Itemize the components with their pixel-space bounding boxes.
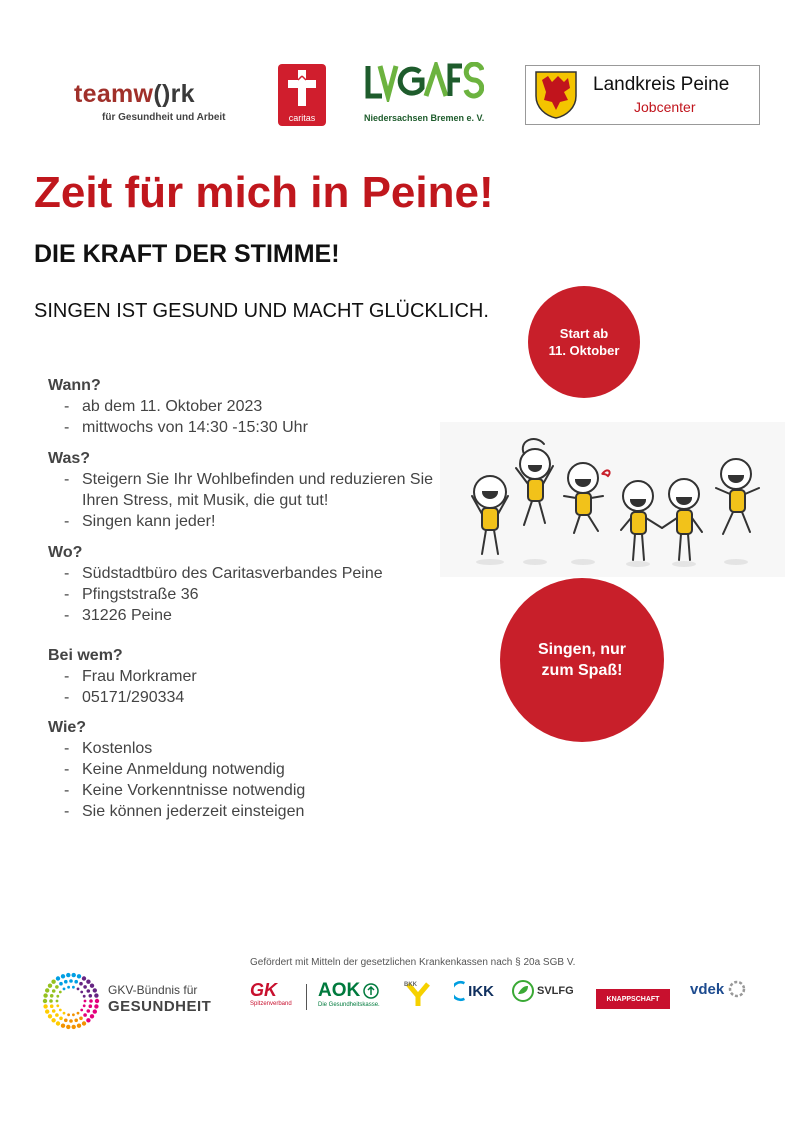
gkv-dot xyxy=(77,974,81,978)
gkv-dot xyxy=(90,1014,94,1018)
ikk-swoosh-icon xyxy=(454,980,466,1002)
gkv-dot xyxy=(55,985,59,989)
gkv-dot xyxy=(48,984,52,988)
lvgafs-subtitle: Niedersachsen Bremen e. V. xyxy=(364,113,485,123)
gkv-dot xyxy=(87,989,91,993)
landkreis-title: Landkreis Peine xyxy=(593,74,730,95)
aok-tree-icon xyxy=(363,983,379,999)
caritas-logo xyxy=(278,64,326,126)
gkv-dot xyxy=(45,988,49,992)
bkk-label: BKK xyxy=(404,982,417,988)
list-item: - Sie können jederzeit einsteigen xyxy=(48,801,438,822)
gkv-dot xyxy=(49,999,53,1003)
ikk-wordmark: IKK xyxy=(468,982,494,1000)
lvgafs-wordmark-icon xyxy=(364,62,484,102)
teamwork-subtitle: für Gesundheit und Arbeit xyxy=(102,112,226,123)
gkv-dot xyxy=(67,1013,70,1016)
gkv-dot xyxy=(82,976,86,980)
list-item: - Südstadtbüro des Caritasverbandes Peine xyxy=(48,563,438,584)
section-heading: Wann? xyxy=(48,377,101,394)
gkv-dot xyxy=(43,993,47,997)
gkv-dot xyxy=(51,980,55,984)
gkv-dot xyxy=(94,1004,98,1008)
gkv-dot xyxy=(66,1025,70,1029)
gkv-dot xyxy=(79,982,83,986)
section-list xyxy=(48,563,438,626)
gkv-dot xyxy=(74,980,78,984)
sponsor-divider xyxy=(306,984,307,1010)
gkv-dot xyxy=(61,1024,65,1028)
gkv-dot xyxy=(43,1004,47,1008)
section-was xyxy=(48,448,438,532)
section-wie xyxy=(48,717,438,822)
list-item: - Pfingststraße 36 xyxy=(48,584,438,605)
teamwork-wordmark: teamw()rk xyxy=(74,80,195,108)
gkv-dot xyxy=(77,1012,80,1015)
gkv-dot xyxy=(77,988,80,991)
section-list xyxy=(48,396,438,438)
section-list xyxy=(48,666,438,708)
singing-figures-illustration xyxy=(440,422,785,577)
gkv-dot xyxy=(86,980,90,984)
knappschaft-logo xyxy=(596,989,670,1009)
vdek-dots-icon xyxy=(728,980,746,998)
gkv-dot xyxy=(94,993,98,997)
gkv-dot xyxy=(83,985,87,989)
gkv-dot xyxy=(86,1018,90,1022)
gkv-dot xyxy=(87,1009,91,1013)
gkv-dot xyxy=(63,1012,66,1015)
knappschaft-wordmark: KNAPPSCHAFT xyxy=(606,995,660,1003)
gkv-dot xyxy=(72,986,75,989)
coat-of-arms-icon xyxy=(534,70,578,120)
aok-logo xyxy=(318,980,388,1014)
gkv-dot xyxy=(90,984,94,988)
list-item: - 31226 Peine xyxy=(48,605,438,626)
section-wann xyxy=(48,375,438,438)
gkv-dot xyxy=(93,1009,97,1013)
gkv-dot xyxy=(64,980,68,984)
vdek-logo xyxy=(690,980,754,1014)
section-heading: Was? xyxy=(48,450,91,467)
aok-slogan: Die Gesundheitskasse. xyxy=(318,1002,380,1008)
gkv-dot xyxy=(74,1019,78,1023)
gkv-dot xyxy=(55,1013,59,1017)
gkv-dot xyxy=(50,1004,54,1008)
list-item: - Kostenlos xyxy=(48,738,438,759)
list-item: - Frau Morkramer xyxy=(48,666,438,687)
gkv-dot xyxy=(52,989,56,993)
page-subtitle: DIE KRAFT DER STIMME! xyxy=(34,240,340,268)
jobcenter-label: Jobcenter xyxy=(634,99,696,115)
lvgafs-logo xyxy=(364,62,494,122)
gkv-dot xyxy=(51,1018,55,1022)
svlfg-logo xyxy=(512,980,582,1014)
gkv-spitzenverband-wordmark: GK xyxy=(250,980,277,1000)
vdek-wordmark: vdek xyxy=(690,980,725,998)
gkv-dot xyxy=(80,991,83,994)
gkv-dot xyxy=(69,1019,73,1023)
gkv-spitzenverband-logo xyxy=(250,980,305,1014)
gkv-dot xyxy=(95,999,99,1003)
gkv-dot xyxy=(48,1014,52,1018)
section-heading: Bei wem? xyxy=(48,647,123,664)
tagline: SINGEN IST GESUND UND MACHT GLÜCKLICH. xyxy=(34,300,489,322)
gkv-dot xyxy=(56,976,60,980)
page-title: Zeit für mich in Peine! xyxy=(34,168,494,217)
gkv-dot xyxy=(83,995,86,998)
gkv-dot xyxy=(72,1025,76,1029)
gkv-dot xyxy=(56,1000,59,1003)
gkv-dots-ring-icon xyxy=(38,968,104,1034)
section-heading: Wo? xyxy=(48,544,83,561)
gkv-buendnis-line1: GKV-Bündnis für xyxy=(108,983,198,997)
gkv-dot xyxy=(72,973,76,977)
section-heading: Wie? xyxy=(48,719,87,736)
gkv-dot xyxy=(77,1024,81,1028)
gkv-buendnis-line2: GESUNDHEIT xyxy=(108,998,212,1015)
gkv-dot xyxy=(80,1009,83,1012)
list-item: - Singen kann jeder! xyxy=(48,511,438,532)
start-date-badge: Start ab 11. Oktober xyxy=(528,286,640,398)
gkv-dot xyxy=(93,988,97,992)
gkv-dot xyxy=(59,991,62,994)
svlfg-leaf-icon xyxy=(512,980,534,1002)
section-list xyxy=(48,738,438,822)
list-item: - Keine Vorkenntnisse notwendig xyxy=(48,780,438,801)
list-item: - 05171/290334 xyxy=(48,687,438,708)
funding-note: Gefördert mit Mitteln der gesetzlichen Krankenkassen nach § 20a SGB V. xyxy=(250,957,576,968)
caritas-label: caritas xyxy=(288,113,316,123)
gkv-dot xyxy=(89,1004,93,1008)
gkv-dot xyxy=(56,995,59,998)
section-list xyxy=(48,469,438,532)
gkv-dot xyxy=(66,973,70,977)
gkv-dot xyxy=(83,1013,87,1017)
gkv-dot xyxy=(56,1021,60,1025)
gkv-dot xyxy=(72,1013,75,1016)
gkv-buendnis-logo xyxy=(38,968,228,1034)
gkv-dot xyxy=(84,1000,87,1003)
gkv-dot xyxy=(43,999,47,1003)
list-item: - ab dem 11. Oktober 2023 xyxy=(48,396,438,417)
bkk-logo xyxy=(404,980,434,1014)
gkv-dot xyxy=(79,1017,83,1021)
gkv-dot xyxy=(61,974,65,978)
gkv-dot xyxy=(67,986,70,989)
singing-fun-badge: Singen, nur zum Spaß! xyxy=(500,578,664,742)
ikk-logo xyxy=(454,980,494,1014)
gkv-dot xyxy=(59,982,63,986)
gkv-dot xyxy=(64,1019,68,1023)
aok-wordmark: AOK xyxy=(318,980,361,1001)
gkv-dot xyxy=(52,1009,56,1013)
gkv-dot xyxy=(89,999,93,1003)
section-wo xyxy=(48,542,438,626)
gkv-dot xyxy=(50,994,54,998)
gkv-dot xyxy=(59,1017,63,1021)
svlfg-wordmark: SVLFG xyxy=(537,985,574,997)
landkreis-peine-logo xyxy=(525,65,760,125)
gkv-dot xyxy=(63,988,66,991)
gkv-dot xyxy=(83,1004,86,1007)
teamwork-logo xyxy=(74,80,234,132)
list-item: - Keine Anmeldung notwendig xyxy=(48,759,438,780)
gkv-dot xyxy=(69,979,73,983)
gkv-spitzenverband-label: Spitzenverband xyxy=(250,1001,292,1007)
section-bei-wem xyxy=(48,645,438,708)
list-item: - Steigern Sie Ihr Wohlbefinden und reduzieren Sie Ihren Stress, mit Musik, die gut tut! xyxy=(48,469,438,511)
list-item: - mittwochs von 14:30 -15:30 Uhr xyxy=(48,417,438,438)
gkv-dot xyxy=(45,1009,49,1013)
gkv-dot xyxy=(89,994,93,998)
gkv-dot xyxy=(59,1009,62,1012)
gkv-dot xyxy=(56,1004,59,1007)
gkv-dot xyxy=(82,1021,86,1025)
caritas-cross-icon xyxy=(278,64,326,112)
